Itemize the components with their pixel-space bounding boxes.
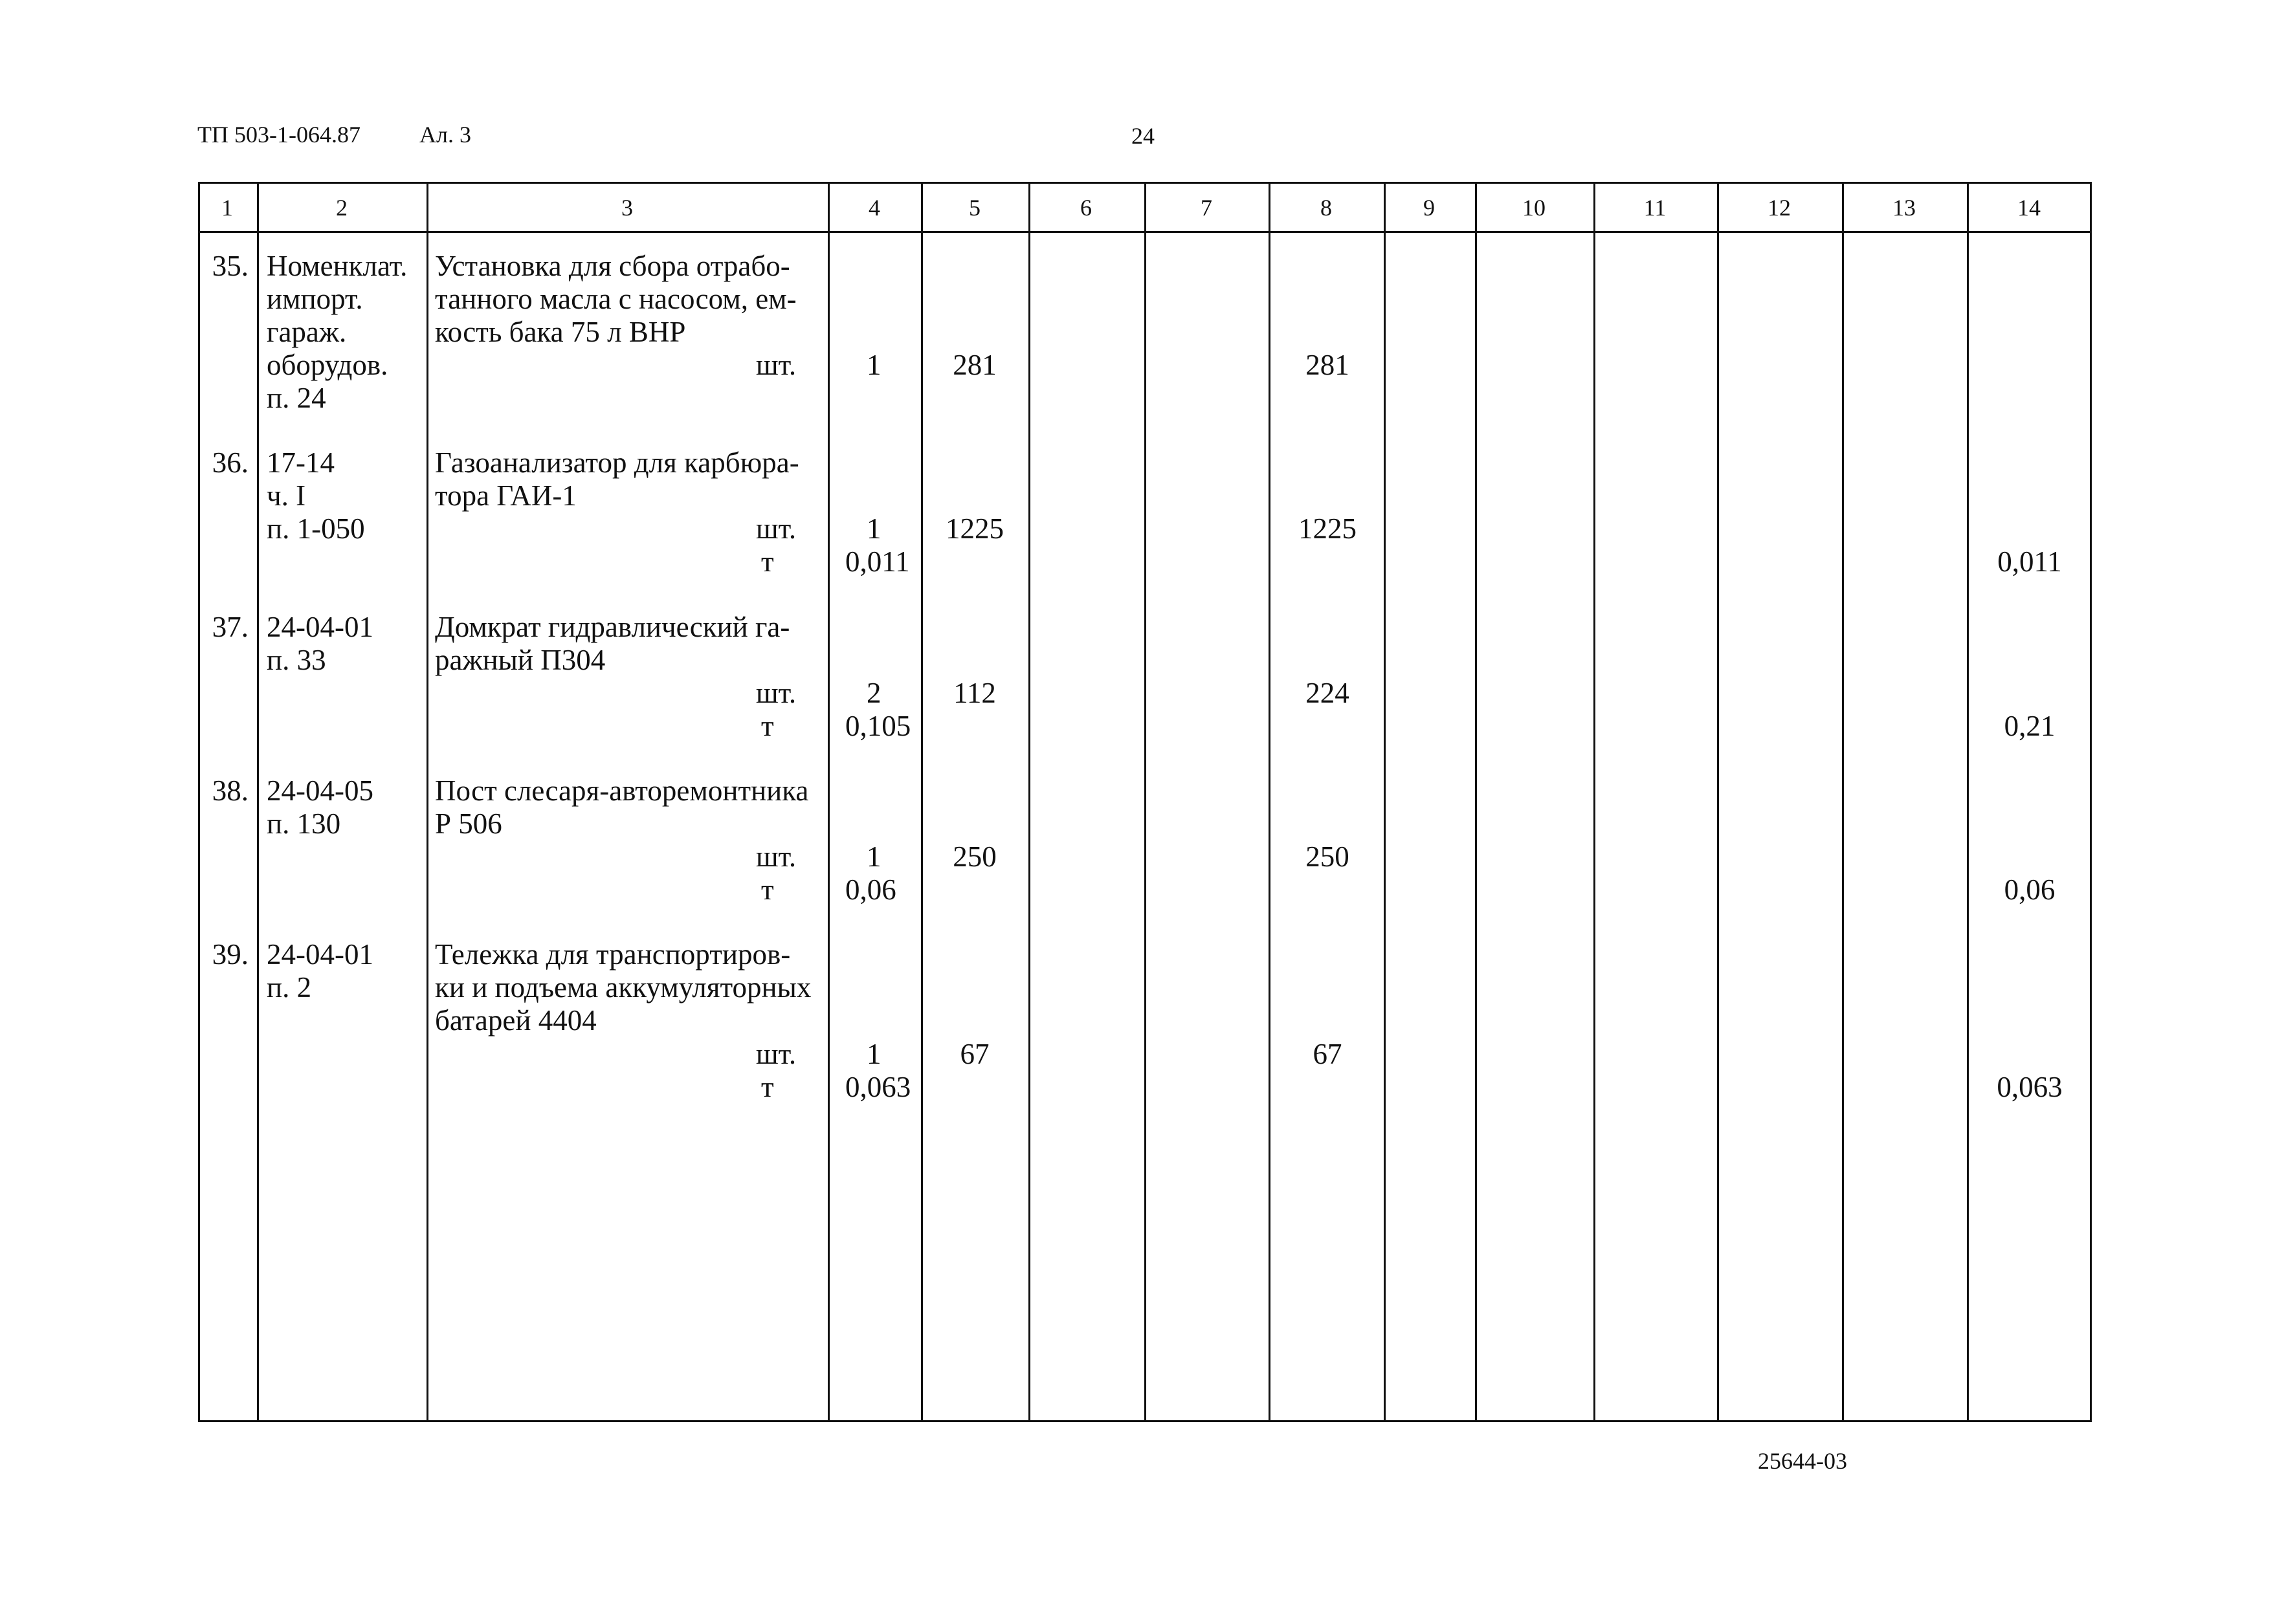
row-description: Пост слесаря-авторемонтника Р 506: [435, 774, 809, 840]
column-header: 1: [221, 195, 233, 221]
column-divider: [1842, 182, 1844, 1422]
row-weight: 0,06: [845, 873, 896, 906]
column-divider: [1717, 182, 1719, 1422]
row-quantity: 1: [867, 840, 881, 873]
row-quantity: 1: [867, 1038, 881, 1070]
row-total-weight: 0,21: [2004, 710, 2056, 742]
column-header: 10: [1522, 195, 1546, 221]
row-unit-price: 112: [953, 677, 996, 709]
column-header: 4: [869, 195, 880, 221]
row-number: 38.: [212, 774, 249, 807]
row-unit-label: шт.: [756, 677, 797, 709]
row-weight-unit-label: т: [761, 545, 774, 578]
sheet-label: Ал. 3: [419, 122, 471, 148]
column-divider: [921, 182, 923, 1422]
document-code: ТП 503-1-064.87: [197, 122, 360, 148]
row-weight-unit-label: т: [761, 873, 774, 906]
row-quantity: 1: [867, 349, 881, 381]
row-description: Установка для сбора отрабо- танного масла с насосом, ем- кость бака 75 л ВНР: [435, 250, 797, 348]
column-divider: [1144, 182, 1146, 1422]
column-header: 8: [1320, 195, 1332, 221]
row-unit-label: шт.: [756, 512, 797, 545]
row-number: 35.: [212, 250, 249, 282]
row-number: 36.: [212, 446, 249, 479]
row-unit-label: шт.: [756, 1038, 797, 1070]
column-divider: [257, 182, 259, 1422]
row-unit-label: шт.: [756, 840, 797, 873]
row-total-price: 281: [1305, 349, 1349, 381]
row-quantity: 2: [867, 677, 881, 709]
column-divider: [427, 182, 428, 1422]
column-header: 14: [2017, 195, 2041, 221]
row-unit-price: 1225: [946, 512, 1004, 545]
row-total-price: 1225: [1298, 512, 1357, 545]
column-divider: [1028, 182, 1030, 1422]
column-header: 7: [1201, 195, 1212, 221]
row-unit-price: 250: [953, 840, 997, 873]
row-number: 39.: [212, 938, 249, 971]
column-header: 2: [336, 195, 348, 221]
column-header: 9: [1423, 195, 1435, 221]
column-header: 6: [1080, 195, 1092, 221]
row-quantity: 1: [867, 512, 881, 545]
column-divider: [1475, 182, 1477, 1422]
column-header: 3: [621, 195, 633, 221]
row-number: 37.: [212, 611, 249, 643]
column-header: 12: [1768, 195, 1791, 221]
row-description: Тележка для транспортиров- ки и подъема аккумуляторных батарей 4404: [435, 938, 812, 1037]
row-reference: 24-04-01 п. 2: [267, 938, 373, 1004]
row-total-price: 67: [1313, 1038, 1342, 1070]
row-total-weight: 0,011: [1997, 545, 2062, 578]
row-weight-unit-label: т: [761, 710, 774, 742]
column-header: 5: [969, 195, 981, 221]
row-weight: 0,063: [845, 1071, 911, 1103]
column-divider: [1384, 182, 1386, 1422]
column-divider: [1269, 182, 1270, 1422]
footer-code: 25644-03: [1758, 1448, 1847, 1474]
row-reference: 24-04-05 п. 130: [267, 774, 373, 840]
row-description: Домкрат гидравлический га- ражный П304: [435, 611, 790, 676]
row-weight: 0,011: [845, 545, 910, 578]
row-reference: 17-14 ч. I п. 1-050: [267, 446, 365, 545]
column-divider: [1593, 182, 1595, 1422]
row-unit-price: 67: [960, 1038, 990, 1070]
row-weight: 0,105: [845, 710, 911, 742]
row-reference: Номенклат. импорт. гараж. оборудов. п. 24: [267, 250, 408, 414]
row-total-price: 224: [1305, 677, 1349, 709]
row-total-price: 250: [1305, 840, 1349, 873]
column-header: 13: [1892, 195, 1916, 221]
specification-table: [198, 182, 2092, 1422]
column-divider: [1967, 182, 1969, 1422]
page-number: 24: [1131, 123, 1155, 149]
row-total-weight: 0,06: [2004, 873, 2056, 906]
column-divider: [828, 182, 830, 1422]
row-weight-unit-label: т: [761, 1071, 774, 1103]
row-total-weight: 0,063: [1997, 1071, 2063, 1103]
column-header: 11: [1643, 195, 1667, 221]
row-reference: 24-04-01 п. 33: [267, 611, 373, 676]
row-unit-price: 281: [953, 349, 997, 381]
row-unit-label: шт.: [756, 349, 797, 381]
row-description: Газоанализатор для карбюра- тора ГАИ-1: [435, 446, 799, 512]
